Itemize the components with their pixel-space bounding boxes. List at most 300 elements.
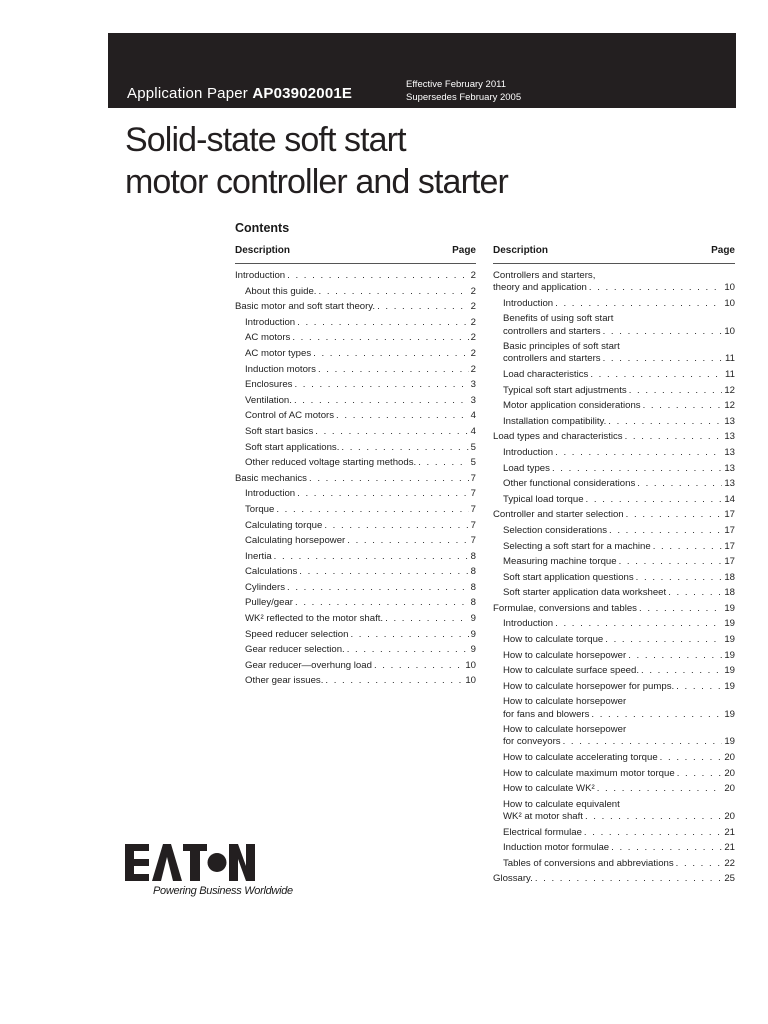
- toc-entry-page: 20: [724, 783, 735, 795]
- toc-entry-page: 10: [465, 675, 476, 687]
- toc-entry-row: [245, 535, 476, 547]
- toc-entry-text-line1: Controllers and starters,: [493, 270, 596, 281]
- toc-entry: [493, 680, 735, 696]
- toc-entry: [493, 767, 735, 783]
- toc-entry-text: Load types and characteristics: [493, 431, 623, 443]
- toc-entry-row: [245, 364, 476, 376]
- toc-entry: [493, 430, 735, 446]
- toc-entry-text: Load characteristics: [503, 368, 589, 380]
- toc-entry-text: WK² reflected to the motor shaft.: [245, 613, 384, 625]
- toc-entry-row: [503, 752, 735, 764]
- toc-entry-page: 9: [470, 613, 476, 625]
- toc-leader-dots: [590, 369, 723, 381]
- toc-entry-row: [245, 629, 476, 641]
- toc-entry-row: [503, 353, 735, 365]
- toc-entry-page: 7: [470, 519, 476, 531]
- toc-entry: [493, 462, 735, 478]
- toc-leader-dots: [628, 650, 722, 662]
- toc-leader-dots: [676, 858, 723, 870]
- toc-leader-dots: [629, 385, 723, 397]
- toc-entry-text: Induction motor formulae: [503, 842, 610, 854]
- toc-entry-page: 5: [470, 457, 476, 469]
- toc-leader-dots: [535, 873, 723, 885]
- toc-leader-dots: [555, 298, 722, 310]
- toc-entry-page: 13: [724, 431, 735, 443]
- header-bar: [108, 33, 736, 108]
- toc-leader-dots: [350, 629, 468, 641]
- toc-leader-dots: [597, 783, 723, 795]
- toc-entry: [493, 540, 735, 556]
- toc-entry-text: Enclosures: [245, 379, 293, 391]
- toc-entry-text: for fans and blowers: [503, 708, 590, 720]
- toc-entry-row: [503, 400, 735, 412]
- toc-list-right: [493, 269, 735, 888]
- toc-entry: [493, 695, 735, 723]
- toc-entry-page: 4: [470, 425, 476, 437]
- toc-entry: [493, 508, 735, 524]
- toc-entry-text: How to calculate WK²: [503, 783, 595, 795]
- toc-entry-text: Basic mechanics: [235, 472, 307, 484]
- toc-entry-page: 13: [724, 478, 735, 490]
- toc-entry-row: [493, 431, 735, 443]
- eaton-wordmark-icon: [125, 844, 255, 882]
- toc-entry-text-line1: How to calculate equivalent: [503, 798, 620, 810]
- toc-leader-dots: [377, 301, 469, 313]
- toc-entry-row: [235, 301, 476, 313]
- toc-entry: [235, 565, 476, 581]
- toc-entry: [235, 378, 476, 394]
- toc-entry-page: 20: [724, 811, 735, 823]
- toc-entry-page: 21: [724, 826, 735, 838]
- toc-entry: [493, 872, 735, 888]
- toc-entry-row: [503, 768, 735, 780]
- toc-entry: [235, 363, 476, 379]
- toc-entry-row: [503, 587, 735, 599]
- toc-leader-dots: [584, 827, 722, 839]
- toc-entry-page: 11: [725, 368, 735, 380]
- toc-entry-page: 19: [724, 665, 735, 677]
- toc-entry-page: 7: [470, 472, 476, 484]
- toc-entry-text: Other gear issues.: [245, 675, 324, 687]
- toc-entry-text: Basic motor and soft start theory.: [235, 301, 376, 313]
- toc-entry-row: [493, 509, 735, 521]
- toc-list-left: [235, 269, 476, 690]
- toc-entry-page: 10: [724, 282, 735, 294]
- toc-leader-dots: [341, 442, 468, 454]
- toc-entry-page: 11: [725, 353, 735, 365]
- toc-leader-dots: [315, 426, 468, 438]
- toc-leader-dots: [297, 488, 469, 500]
- toc-leader-dots: [309, 473, 469, 485]
- toc-leader-dots: [591, 709, 722, 721]
- toc-entry-page: 8: [470, 581, 476, 593]
- toc-leader-dots: [347, 535, 468, 547]
- toc-leader-dots: [295, 597, 469, 609]
- toc-entry-text-line1: Benefits of using soft start: [503, 313, 614, 325]
- toc-entry-text: Glossary.: [493, 873, 533, 885]
- toc-entry-row: [493, 603, 735, 615]
- toc-entry-page: 17: [724, 524, 735, 536]
- toc-entry-page: 13: [724, 446, 735, 458]
- toc-entry-text: How to calculate horsepower: [503, 649, 627, 661]
- toc-entry-text: Ventilation.: [245, 394, 292, 406]
- toc-entry-row: [503, 665, 735, 677]
- toc-entry-row: [503, 541, 735, 553]
- toc-entry-row: [503, 650, 735, 662]
- toc-entry-text: Cylinders: [245, 581, 285, 593]
- description-column-label: Description: [235, 245, 291, 256]
- toc-entry: [493, 555, 735, 571]
- toc-entry-page: 19: [724, 736, 735, 748]
- toc-entry: [235, 581, 476, 597]
- toc-entry-row: [503, 478, 735, 490]
- toc-entry-text: theory and application: [493, 282, 587, 294]
- toc-entry-text: AC motor types: [245, 347, 312, 359]
- toc-entry-row: [503, 385, 735, 397]
- toc-entry-row: [245, 442, 476, 454]
- toc-leader-dots: [385, 613, 469, 625]
- toc-entry: [235, 394, 476, 410]
- contents-heading: Contents: [235, 221, 290, 235]
- toc-entry: [493, 340, 735, 368]
- toc-entry: [493, 633, 735, 649]
- title-line-2: motor controller and starter: [125, 163, 508, 201]
- toc-entry: [493, 571, 735, 587]
- toc-entry-row: [245, 675, 476, 687]
- toc-entry-page: 10: [724, 325, 735, 337]
- toc-entry-text: controllers and starters: [503, 353, 601, 365]
- date-block: [406, 78, 521, 104]
- toc-entry-text: Controller and starter selection: [493, 509, 624, 521]
- toc-entry-row: [503, 811, 735, 823]
- toc-entry-row: [503, 842, 735, 854]
- toc-column-header: [493, 244, 735, 264]
- toc-entry-text: Introduction: [235, 270, 286, 281]
- toc-entry-row: [503, 634, 735, 646]
- toc-leader-dots: [611, 842, 722, 854]
- toc-entry-text: Calculating torque: [245, 519, 323, 531]
- toc-entry-row: [503, 858, 735, 870]
- toc-entry-page: 13: [724, 415, 735, 427]
- toc-leader-dots: [374, 660, 463, 672]
- toc-entry-page: 17: [724, 540, 735, 552]
- toc-entry-row: [503, 556, 735, 568]
- toc-entry-text: Torque: [245, 503, 275, 515]
- toc-entry: [235, 643, 476, 659]
- toc-leader-dots: [608, 416, 722, 428]
- toc-entry-row: [245, 457, 476, 469]
- toc-entry-page: 13: [724, 462, 735, 474]
- toc-entry-page: 25: [724, 873, 735, 885]
- toc-entry-row: [245, 426, 476, 438]
- toc-entry: [235, 596, 476, 612]
- toc-entry: [493, 857, 735, 873]
- toc-entry-page: 21: [724, 842, 735, 854]
- effective-date: Effective February 2011: [406, 79, 506, 90]
- toc-entry-text: Motor application considerations: [503, 400, 641, 412]
- toc-entry-row: [245, 551, 476, 563]
- toc-entry-row: [235, 473, 476, 485]
- toc-entry-row: [245, 317, 476, 329]
- toc-entry-page: 19: [724, 602, 735, 614]
- toc-entry-page: 5: [470, 441, 476, 453]
- toc-leader-dots: [563, 736, 723, 748]
- toc-entry: [235, 534, 476, 550]
- toc-entry: [235, 674, 476, 690]
- toc-entry-text: Typical soft start adjustments: [503, 384, 627, 396]
- toc-entry-text: for conveyors: [503, 736, 561, 748]
- toc-entry-text: Load types: [503, 462, 550, 474]
- toc-entry-text: Calculating horsepower: [245, 535, 346, 547]
- toc-leader-dots: [660, 752, 723, 764]
- toc-entry-row: [503, 494, 735, 506]
- toc-entry: [235, 550, 476, 566]
- toc-entry-text: Selection considerations: [503, 524, 607, 536]
- toc-entry-row: [245, 504, 476, 516]
- toc-entry-text: Gear reducer—overhung load: [245, 659, 372, 671]
- toc-entry-page: 2: [470, 363, 476, 375]
- toc-entry-page: 20: [724, 752, 735, 764]
- toc-entry: [235, 519, 476, 535]
- toc-entry-page: 10: [465, 659, 476, 671]
- toc-entry-text: Introduction: [245, 316, 296, 328]
- toc-entry-page: 17: [724, 509, 735, 521]
- toc-entry-text: Soft start basics: [245, 425, 314, 437]
- toc-entry: [235, 612, 476, 628]
- toc-leader-dots: [555, 618, 722, 630]
- toc-entry-text: How to calculate surface speed.: [503, 665, 639, 677]
- toc-entry-page: 17: [724, 556, 735, 568]
- toc-entry: [493, 269, 735, 297]
- toc-entry-row: [235, 270, 476, 282]
- toc-entry: [493, 841, 735, 857]
- toc-entry-text-line1: How to calculate horsepower: [503, 696, 627, 708]
- toc-leader-dots: [603, 326, 723, 338]
- toc-leader-dots: [555, 447, 722, 459]
- page-column-label: Page: [711, 245, 735, 256]
- toc-entry-text: WK² at motor shaft: [503, 811, 583, 823]
- toc-entry-row: [503, 369, 735, 381]
- toc-entry-row: [245, 332, 476, 344]
- toc-entry-row: [503, 827, 735, 839]
- toc-entry-text: About this guide.: [245, 285, 317, 297]
- toc-entry: [493, 649, 735, 665]
- toc-entry-text: Inertia: [245, 550, 272, 562]
- toc-entry: [235, 628, 476, 644]
- toc-entry-row: [245, 582, 476, 594]
- toc-entry: [493, 493, 735, 509]
- toc-leader-dots: [324, 520, 468, 532]
- toc-entry: [493, 477, 735, 493]
- toc-leader-dots: [586, 494, 723, 506]
- toc-entry-row: [503, 783, 735, 795]
- toc-entry-row: [503, 572, 735, 584]
- toc-entry-text: Gear reducer selection.: [245, 644, 345, 656]
- toc-entry-text: Induction motors: [245, 363, 316, 375]
- toc-leader-dots: [313, 348, 469, 360]
- toc-entry-page: 19: [724, 708, 735, 720]
- toc-entry: [493, 782, 735, 798]
- toc-leader-dots: [287, 582, 469, 594]
- toc-entry-text: Introduction: [503, 618, 554, 630]
- toc-entry: [235, 409, 476, 425]
- toc-leader-dots: [318, 286, 468, 298]
- toc-entry-page: 2: [470, 270, 476, 281]
- toc-leader-dots: [325, 675, 463, 687]
- toc-leader-dots: [619, 556, 723, 568]
- toc-leader-dots: [299, 566, 468, 578]
- toc-entry-page: 7: [470, 488, 476, 500]
- toc-entry: [493, 297, 735, 313]
- toc-entry-page: 19: [724, 649, 735, 661]
- toc-entry-text: Other reduced voltage starting methods.: [245, 457, 417, 469]
- toc-entry-page: 3: [470, 394, 476, 406]
- toc-entry-text: Electrical formulae: [503, 826, 582, 838]
- toc-leader-dots: [552, 463, 722, 475]
- toc-entry: [493, 368, 735, 384]
- toc-entry-page: 19: [724, 618, 735, 630]
- toc-entry-text: Soft start application questions: [503, 571, 634, 583]
- toc-entry-row: [245, 286, 476, 298]
- toc-entry: [493, 723, 735, 751]
- toc-entry-page: 2: [470, 301, 476, 313]
- toc-entry-row: [245, 520, 476, 532]
- toc-entry-text: How to calculate maximum motor torque: [503, 767, 675, 779]
- toc-entry-page: 2: [470, 316, 476, 328]
- toc-leader-dots: [294, 395, 469, 407]
- toc-leader-dots: [318, 364, 469, 376]
- toc-entry-row: [503, 618, 735, 630]
- toc-entry-page: 9: [470, 628, 476, 640]
- toc-entry: [235, 269, 476, 285]
- toc-entry-page: 20: [724, 767, 735, 779]
- toc-entry-page: 2: [470, 285, 476, 297]
- toc-entry-page: 22: [724, 857, 735, 869]
- toc-entry-text: Calculations: [245, 566, 298, 578]
- toc-leader-dots: [677, 768, 723, 780]
- toc-column-right: [493, 244, 735, 888]
- toc-leader-dots: [609, 525, 722, 537]
- toc-entry-row: [503, 525, 735, 537]
- document-title: [125, 119, 508, 203]
- toc-entry-row: [503, 298, 735, 310]
- toc-entry-page: 8: [470, 597, 476, 609]
- toc-leader-dots: [276, 504, 468, 516]
- toc-entry-text: Introduction: [503, 297, 554, 309]
- toc-entry: [235, 659, 476, 675]
- toc-leader-dots: [294, 379, 468, 391]
- toc-entry-page: 2: [470, 332, 476, 344]
- toc-entry-text: Speed reducer selection: [245, 628, 349, 640]
- toc-entry: [493, 826, 735, 842]
- toc-column-header: [235, 244, 476, 264]
- toc-leader-dots: [605, 634, 722, 646]
- toc-entry: [493, 664, 735, 680]
- toc-entry-row: [503, 447, 735, 459]
- supersedes-date: Supersedes February 2005: [406, 92, 522, 103]
- toc-entry: [493, 312, 735, 340]
- toc-leader-dots: [676, 681, 722, 693]
- toc-entry-text: Measuring machine torque: [503, 556, 617, 568]
- toc-entry-row: [503, 416, 735, 428]
- toc-column-left: [235, 244, 476, 690]
- toc-entry: [235, 425, 476, 441]
- toc-entry: [493, 751, 735, 767]
- toc-leader-dots: [668, 587, 722, 599]
- brand-tagline: Powering Business Worldwide: [153, 885, 293, 897]
- toc-entry-text: Introduction: [503, 446, 554, 458]
- toc-entry-row: [503, 463, 735, 475]
- toc-entry: [235, 347, 476, 363]
- toc-entry: [493, 399, 735, 415]
- toc-entry: [235, 285, 476, 301]
- toc-entry: [235, 441, 476, 457]
- toc-leader-dots: [626, 509, 723, 521]
- toc-entry: [235, 316, 476, 332]
- title-line-1: Solid-state soft start: [125, 121, 406, 159]
- toc-entry-row: [503, 681, 735, 693]
- toc-leader-dots: [585, 811, 722, 823]
- toc-entry-text: controllers and starters: [503, 325, 601, 337]
- toc-entry-row: [503, 736, 735, 748]
- toc-leader-dots: [347, 644, 469, 656]
- toc-leader-dots: [287, 270, 469, 282]
- toc-entry-text: AC motors: [245, 332, 291, 344]
- toc-entry-page: 10: [724, 297, 735, 309]
- toc-entry-page: 12: [724, 400, 735, 412]
- toc-entry-row: [245, 613, 476, 625]
- toc-entry: [493, 798, 735, 826]
- toc-leader-dots: [636, 572, 723, 584]
- toc-entry-text: Soft start applications.: [245, 441, 340, 453]
- toc-entry-text: Tables of conversions and abbreviations: [503, 857, 674, 869]
- toc-entry: [235, 300, 476, 316]
- toc-entry-row: [493, 873, 735, 885]
- toc-entry-page: 7: [470, 535, 476, 547]
- toc-entry: [493, 415, 735, 431]
- toc-entry-page: 7: [470, 503, 476, 515]
- toc-entry-page: 19: [724, 680, 735, 692]
- toc-entry-row: [245, 348, 476, 360]
- toc-entry-row: [245, 379, 476, 391]
- toc-entry-page: 19: [724, 634, 735, 646]
- toc-entry-text-line1: Basic principles of soft start: [503, 341, 620, 353]
- toc-leader-dots: [625, 431, 723, 443]
- toc-entry: [493, 586, 735, 602]
- paper-label: [127, 85, 352, 102]
- toc-leader-dots: [292, 332, 468, 344]
- toc-leader-dots: [637, 478, 722, 490]
- toc-entry: [493, 446, 735, 462]
- toc-leader-dots: [336, 410, 469, 422]
- toc-leader-dots: [603, 353, 723, 365]
- toc-entry-page: 18: [724, 587, 735, 599]
- toc-entry-text-line1: How to calculate horsepower: [503, 724, 627, 736]
- toc-entry: [493, 524, 735, 540]
- paper-number: AP03902001E: [252, 85, 353, 102]
- toc-entry-page: 2: [470, 347, 476, 359]
- toc-entry-text: How to calculate accelerating torque: [503, 752, 658, 764]
- toc-entry-row: [503, 326, 735, 338]
- page-column-label: Page: [452, 245, 476, 256]
- toc-entry-text: How to calculate torque: [503, 634, 604, 646]
- toc-entry-row: [245, 410, 476, 422]
- description-column-label: Description: [493, 245, 549, 256]
- toc-entry: [493, 617, 735, 633]
- toc-leader-dots: [653, 541, 723, 553]
- toc-leader-dots: [643, 400, 723, 412]
- toc-entry-text: Pulley/gear: [245, 597, 293, 609]
